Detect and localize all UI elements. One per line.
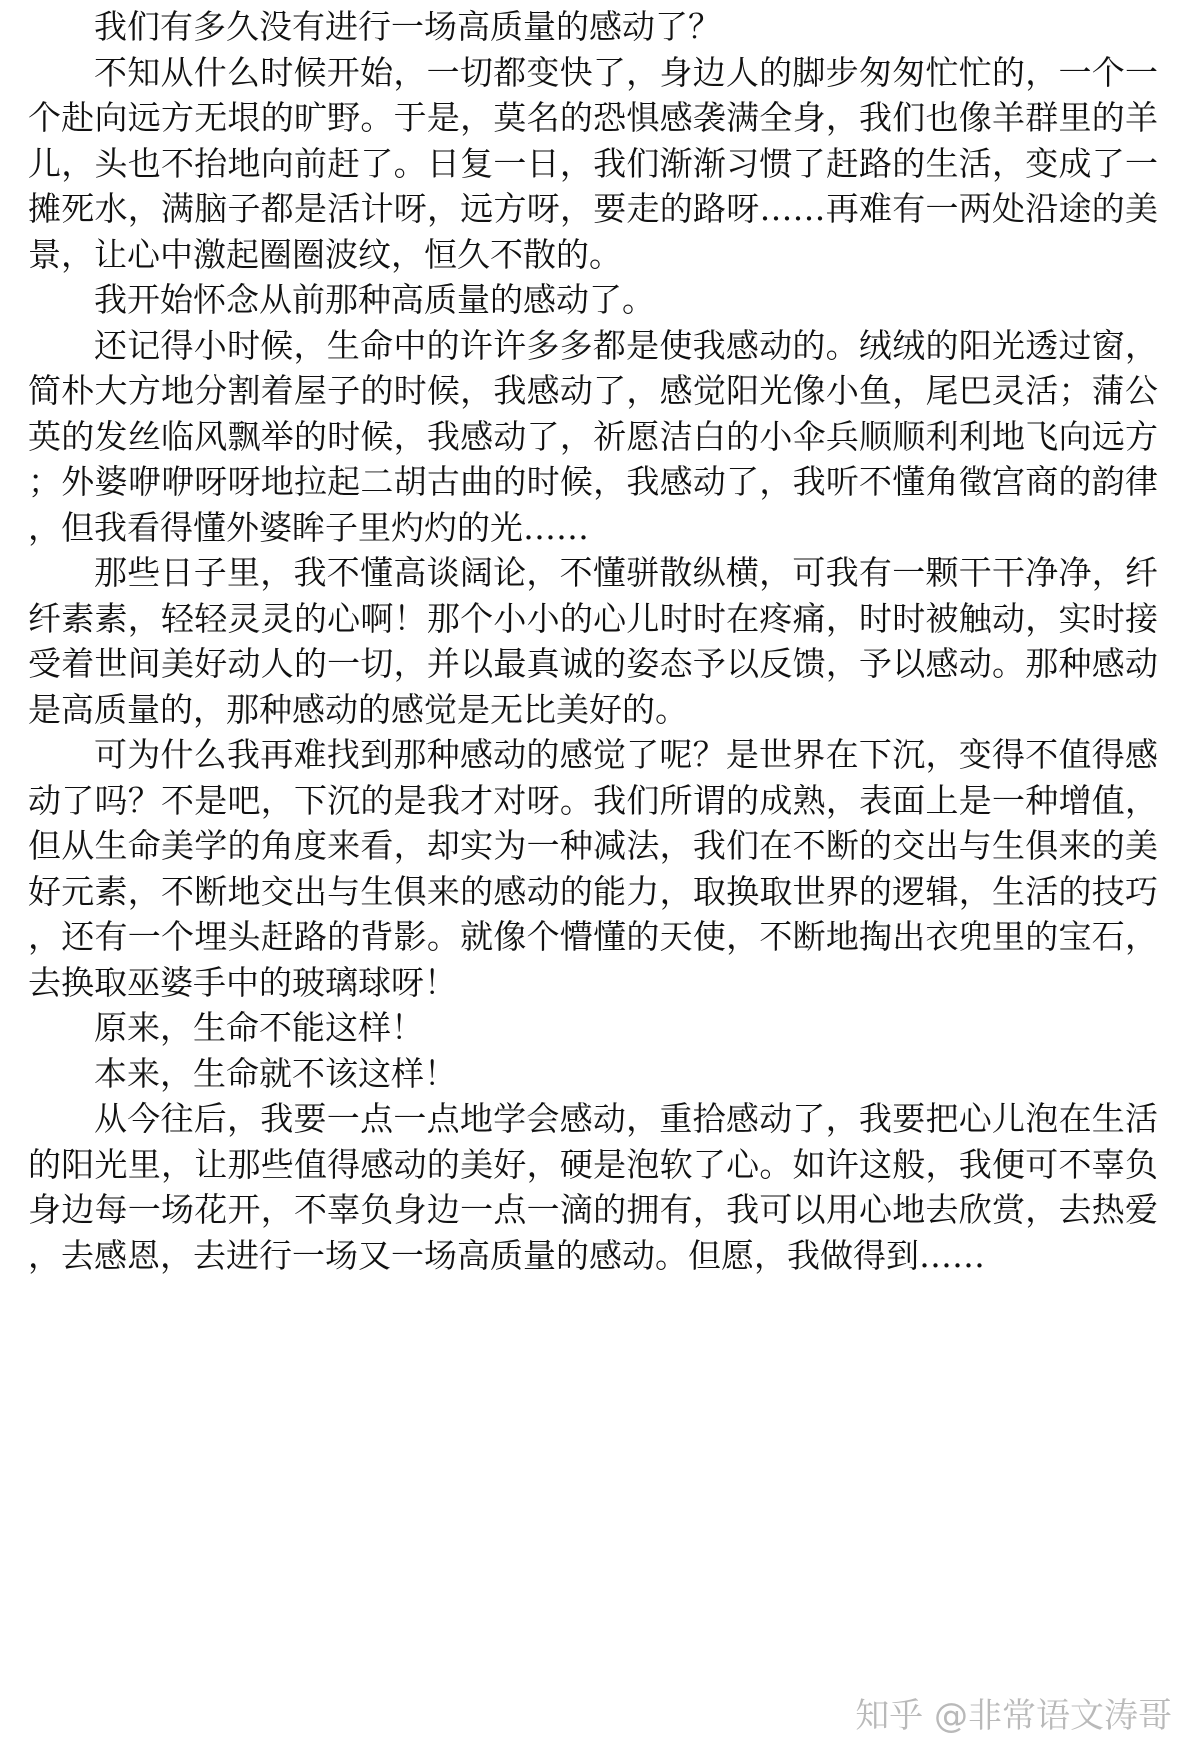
paragraph-8: 本来，生命就不该这样！ (94, 1053, 457, 1093)
paragraph-6: 可为什么我再难找到那种感动的感觉了呢？是世界在下沉，变得不值得感动了吗？不是吧，下沉的是我才对呀。我们所谓的成熟，表面上是一种增值，但从生命美学的角度来看，却实为一种减法，我们在不断的交出与生俱来的美好元素，不断地交出与生俱来的感动的能力，取换取世界的逻辑，生活的技巧，还有一个埋头赶路的背影。就像个懵懂的天使，不断地掏出衣兜里的宝石，去换取巫婆手中的玻璃球呀！ (28, 735, 1158, 1002)
zhihu-watermark: 知乎 @非常语文涛哥 (855, 1696, 1172, 1736)
paragraph-2: 不知从什么时候开始，一切都变快了，身边人的脚步匆匆忙忙的，一个一个赴向远方无垠的旷野。于是，莫名的恐惧感袭满全身，我们也像羊群里的羊儿，头也不抬地向前赶了。日复一日，我们渐渐习惯了赶路的生活，变成了一摊死水，满脑子都是活计呀，远方呀，要走的路呀……再难有一两处沿途的美景，让心中激起圈圈波纹，恒久不散的。 (28, 52, 1158, 274)
paragraph-5: 那些日子里，我不懂高谈阔论，不懂骈散纵横，可我有一颗干干净净，纤纤素素，轻轻灵灵的心啊！那个小小的心儿时时在疼痛，时时被触动，实时接受着世间美好动人的一切，并以最真诚的姿态予以反馈，予以感动。那种感动是高质量的，那种感动的感觉是无比美好的。 (28, 553, 1158, 729)
paragraph-4: 还记得小时候，生命中的许许多多都是使我感动的。绒绒的阳光透过窗，简朴大方地分割着屋子的时候，我感动了，感觉阳光像小鱼，尾巴灵活；蒲公英的发丝临风飘举的时候，我感动了，祈愿洁白的小伞兵顺顺利利地飞向远方；外婆咿咿呀呀地拉起二胡古曲的时候，我感动了，我听不懂角徵宫商的韵律，但我看得懂外婆眸子里灼灼的光…… (28, 325, 1158, 547)
paragraph-3: 我开始怀念从前那种高质量的感动了。 (94, 280, 655, 319)
paragraph-7: 原来，生命不能这样！ (94, 1008, 424, 1047)
paragraph-9: 从今往后，我要一点一点地学会感动，重拾感动了，我要把心儿泡在生活的阳光里，让那些值得感动的美好，硬是泡软了心。如许这般，我便可不辜负身边每一场花开，不辜负身边一点一滴的拥有，我可以用心地去欣赏，去热爱，去感恩，去进行一场又一场高质量的感动。但愿，我做得到…… (28, 1099, 1158, 1275)
paragraph-1: 我们有多久没有进行一场高质量的感动了？ (94, 7, 721, 46)
